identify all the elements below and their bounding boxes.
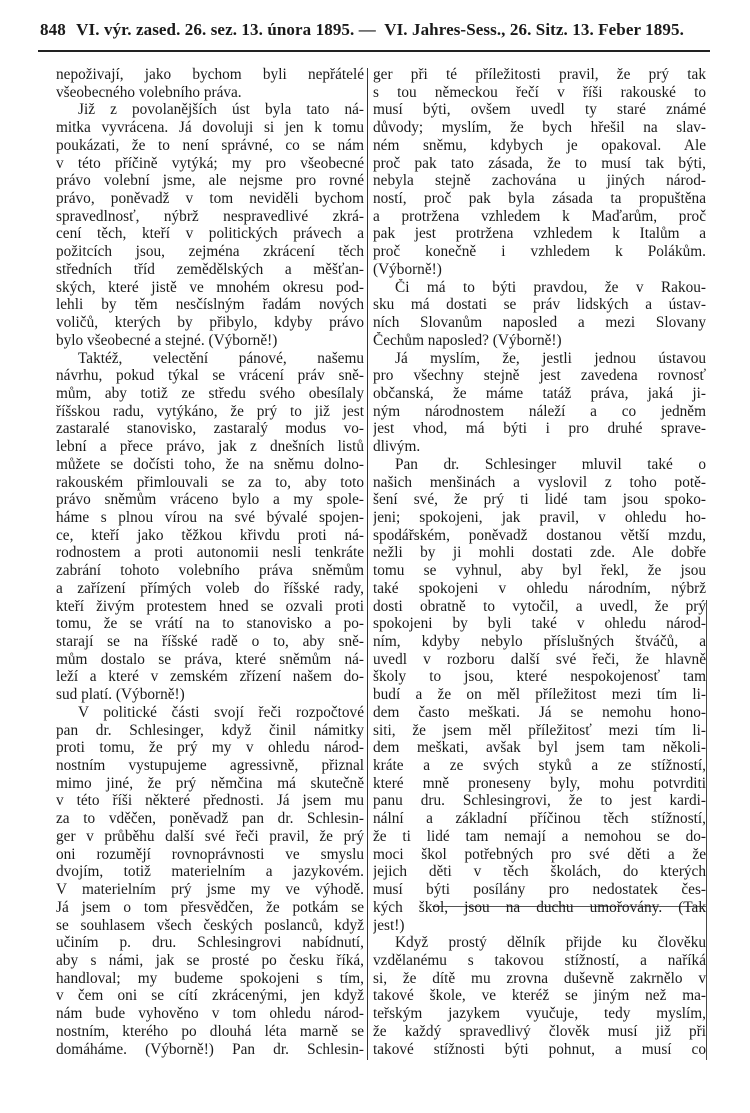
- paragraph: [56, 350, 364, 704]
- text-line: lební a přece právo, jak z dnešních listů: [56, 438, 364, 456]
- text-line: proč pak tato zásada, že to musí tak býti,: [373, 154, 706, 172]
- text-line: ger v průběhu další své řeči pravil, že prý: [56, 827, 364, 845]
- text-line: sku má dostati se práv lidských a ústav-: [373, 296, 706, 314]
- text-line: cení těch, kteří v politických právech a: [56, 225, 364, 243]
- text-line: ností, proč pak byla zásada ta propuštěna: [373, 190, 706, 208]
- header-czech: VI. výr. zased. 26. sez. 13. února 1895. —: [76, 20, 376, 39]
- text-line: zastaralé stanovisko, zastaralý modus vo-: [56, 420, 364, 438]
- text-line: siti, že jsem měl příležitosť mezi tím li-: [373, 721, 706, 739]
- text-line: spokojeni by byli také v ohledu národ-: [373, 615, 706, 633]
- text-line: spravedlnosť, nýbrž nespravedlivé zkrá-: [56, 207, 364, 225]
- text-line: v čem oni se cítí zkrácenými, jen když: [56, 987, 364, 1005]
- text-line: Když prostý dělník přijde ku člověku: [395, 934, 706, 952]
- text-line: všeobecného volebního práva.: [56, 83, 242, 101]
- text-line: dlivým.: [373, 438, 421, 456]
- text-line: požitcích jsou, zejména zkrácení těch: [56, 243, 364, 261]
- text-line: Já jsem o tom přesvědčen, že potkám se: [56, 898, 364, 916]
- text-line: nežli by ji mohli dostati zde. Ale dobře: [373, 544, 706, 562]
- text-line: mitka vyvrácena. Já dovoluji si jen k tomu: [56, 119, 364, 137]
- text-line: moci škol potřebných pro své děti a že: [373, 845, 706, 863]
- text-line: kráte a ze svých styků a ze stížností,: [373, 757, 706, 775]
- text-line: si, že dítě mu zrovna duševně zakrnělo v: [373, 969, 706, 987]
- text-line: starají se na říšské radě o to, aby sně-: [56, 633, 364, 650]
- text-line: ger při té příležitosti pravil, že prý tak: [373, 66, 706, 83]
- text-line: nepoživají, jako bychom byli nepřátelé: [56, 66, 364, 83]
- text-line: nostním, kterého po dlouhá léta marně se: [56, 1022, 364, 1040]
- text-line: oni rozumějí rovnoprávnosti ve smyslu: [56, 845, 364, 863]
- text-line: občanská, že máme tatáž práva, jaká ji-: [373, 384, 706, 402]
- text-line: Čechům naposled? (Výborně!): [373, 331, 562, 349]
- text-line: které mně proneseny byly, mohu potvrditi: [373, 774, 706, 792]
- text-line: důvody; myslím, že bych hřešil na slav-: [373, 119, 706, 137]
- text-line: právo sněmům vráceno bylo a my spole-: [56, 491, 364, 509]
- paragraph: [373, 456, 706, 934]
- text-line: se souhlasem všech českých poslanců, když: [56, 916, 364, 934]
- column-divider: [367, 68, 368, 1060]
- text-line: Já myslím, že, jestli jednou ústavou: [395, 349, 706, 367]
- text-line: teřským jazykem vyučuje, tedy myslím,: [373, 1005, 706, 1023]
- text-line: rodnostem a proti autonomii nesli tenkráte: [56, 544, 364, 562]
- text-line: dem meškati, avšak byl jsem tam několi-: [373, 739, 706, 757]
- text-line: říšskou radu, vytýkáno, že prý to již jest: [56, 402, 364, 420]
- text-line: kteří živým protestem hned se ozvali proti: [56, 597, 364, 615]
- text-line: kých škol, jsou na duchu umořovány. (Tak: [373, 898, 706, 916]
- text-line: mimo jiné, že prý němčina má skutečně: [56, 774, 364, 792]
- text-line: v této říši některé přednosti. Já jsem mu: [56, 792, 364, 810]
- text-line: bylo všeobecné a stejné. (Výborně!): [56, 331, 278, 349]
- paragraph: [373, 66, 706, 279]
- text-line: Či má to býti pravdou, že v Rakou-: [395, 278, 706, 296]
- paragraph: [56, 704, 364, 1058]
- paragraph: [373, 934, 706, 1058]
- text-line: musí býti, ovšem uvedl ty staré známé: [373, 101, 706, 119]
- text-line: ném sněmu, kdybych je opakoval. Ale: [373, 136, 706, 154]
- text-line: právo volební jsme, ale nejsme pro rovné: [56, 172, 364, 190]
- text-line: voličů, kterých by přibylo, kdyby právo: [56, 314, 364, 332]
- text-line: proč konečně i vzhledem k Polákům.: [373, 243, 706, 261]
- paragraph: [56, 101, 364, 349]
- text-line: našich menšinách a vyslovil z toho potě-: [373, 473, 706, 491]
- text-line: pak jest protržena vzhledem k Italům a: [373, 225, 706, 243]
- right-margin-rule: [706, 600, 707, 1060]
- text-line: lehli by těm nesčíslným řadám nových: [56, 296, 364, 314]
- paragraph: [56, 66, 364, 101]
- paragraph: [373, 350, 706, 456]
- text-line: zabrání tohoto volebního práva sněmům: [56, 562, 364, 580]
- text-line: a zařízení přímých voleb do říšské rady,: [56, 579, 364, 597]
- text-line: mům, aby totiž ze středu svého obesílaly: [56, 384, 364, 402]
- header-german: VI. Jahres-Sess., 26. Sitz. 13. Feber 1895.: [384, 20, 684, 39]
- text-line: tomu se vyhnul, aby byl řekl, že jsou: [373, 562, 706, 580]
- text-line: jeni; spokojeni, jak pravil, v ohledu ho-: [373, 508, 706, 526]
- text-line: takové škole, ve kteréž se jiným než ma-: [373, 987, 706, 1005]
- text-line: dvojím, totiž materielním a jazykovém.: [56, 863, 364, 881]
- text-line: jest!): [373, 916, 405, 934]
- text-line: jejich děti v těch školách, do kterých: [373, 863, 706, 881]
- text-line: aby s námi, jak se prosté po česku říká,: [56, 951, 364, 969]
- text-line: sud platí. (Výborně!): [56, 686, 185, 704]
- text-line: návrhu, pokud týkal se vrácení práv sně-: [56, 367, 364, 385]
- text-line: poukázati, že to není správné, co se nám: [56, 136, 364, 154]
- text-line: ských, které jistě ve mnohém okresu pod-: [56, 278, 364, 296]
- text-line: nebyla stejně zachována u jiných národ-: [373, 172, 706, 190]
- text-line: leží a které v zemském zřízení našem do-: [56, 668, 364, 686]
- text-line: ce, kteří jako těžkou křivdu proti ná-: [56, 526, 364, 544]
- running-header: [40, 20, 710, 46]
- text-line: také spokojeni v ohledu národním, nýbrž: [373, 579, 706, 597]
- text-line: vzdělanému s takovou stížností, a naříká: [373, 951, 706, 969]
- text-line: pro všechny stejně jest zavedena rovnosť: [373, 367, 706, 385]
- text-line: V materielním prý jsme my ve výhodě.: [56, 881, 364, 899]
- left-column: [56, 66, 364, 1058]
- text-line: Již z povolanějších úst byla tato ná-: [78, 101, 364, 119]
- text-line: že každý spravedlivý člověk musí již při: [373, 1022, 706, 1040]
- text-line: nám bude vyhověno v tom ohledu národ-: [56, 1005, 364, 1023]
- header-rule: [38, 50, 710, 52]
- text-line: středních tříd zemědělských a měšťan-: [56, 260, 364, 278]
- text-line: ným národnostem náleží a co jedněm: [373, 402, 706, 420]
- text-line: jest vhod, má býti i pro druhé sprave-: [373, 420, 706, 438]
- page-number: 848: [40, 20, 66, 39]
- text-line: musí býti posílány pro nedostatek čes-: [373, 881, 706, 899]
- text-line: školy to jsou, které nespokojenosť tam: [373, 668, 706, 686]
- text-line: ních Slovanům naposled a mezi Slovany: [373, 314, 706, 332]
- text-line: nostním vystupujeme agressivně, přiznal: [56, 757, 364, 775]
- text-line: dosti obratně to vytočil, a uvedl, že prý: [373, 597, 706, 615]
- text-line: mům dostalo se práva, které sněmům ná-: [56, 650, 364, 668]
- text-line: za to vděčen, poněvadž pan dr. Schlesin-: [56, 810, 364, 828]
- text-line: šení své, že prý ti lidé tam jsou spoko-: [373, 491, 706, 509]
- text-line: háme s plnou vírou na své bývalé spojen-: [56, 508, 364, 526]
- paragraph: [373, 279, 706, 350]
- text-line: domáháme. (Výborně!) Pan dr. Schlesin-: [56, 1040, 364, 1058]
- text-line: spodářském, poněvadž dostanou větší mzdu,: [373, 526, 706, 544]
- text-line: učiním p. dru. Schlesingrovi nabídnutí,: [56, 934, 364, 952]
- text-line: tomu, že se vrátí na to stanovisko a po-: [56, 615, 364, 633]
- text-line: pan dr. Schlesinger, když činil námitky: [56, 721, 364, 739]
- text-line: handloval; my budeme spokojeni s tím,: [56, 969, 364, 987]
- right-column: [373, 66, 706, 1058]
- text-line: s tou německou řečí v říši rakouské to: [373, 83, 706, 101]
- text-line: proti tomu, že prý my v ohledu národ-: [56, 739, 364, 757]
- text-line: že ti lidé tam nemají a nemohou se do-: [373, 827, 706, 845]
- text-line: panu dru. Schlesingrovi, že to jest kardi-: [373, 792, 706, 810]
- text-line: rakouském přimlouvali se za to, aby toto: [56, 473, 364, 491]
- text-line: (Výborně!): [373, 260, 442, 278]
- text-line: dem často meškati. Já se nemohu hono-: [373, 703, 706, 721]
- text-line: takové stížnosti býti pohnut, a musí co: [373, 1040, 706, 1058]
- text-line: ním, kdyby nebylo příslušných štváčů, a: [373, 633, 706, 650]
- text-line: a protržena vzhledem k Maďarům, proč: [373, 207, 706, 225]
- text-line: můžete se dočísti toho, že na sněmu dolno-: [56, 455, 364, 473]
- text-line: Taktéž, velectění pánové, našemu: [78, 349, 364, 367]
- text-line: v této příčině vytýká; my pro všeobecné: [56, 154, 364, 172]
- text-line: nální a základní příčinou těch stížností,: [373, 810, 706, 828]
- text-line: budí a že on měl příležitost mezi tím li-: [373, 686, 706, 704]
- text-line: Pan dr. Schlesinger mluvil také o: [395, 455, 706, 473]
- text-line: právo, poněvadž v tom neviděli bychom: [56, 190, 364, 208]
- text-line: uvedl v rozboru další své řeči, že hlavně: [373, 650, 706, 668]
- text-line: V politické části svojí řeči rozpočtové: [78, 703, 364, 721]
